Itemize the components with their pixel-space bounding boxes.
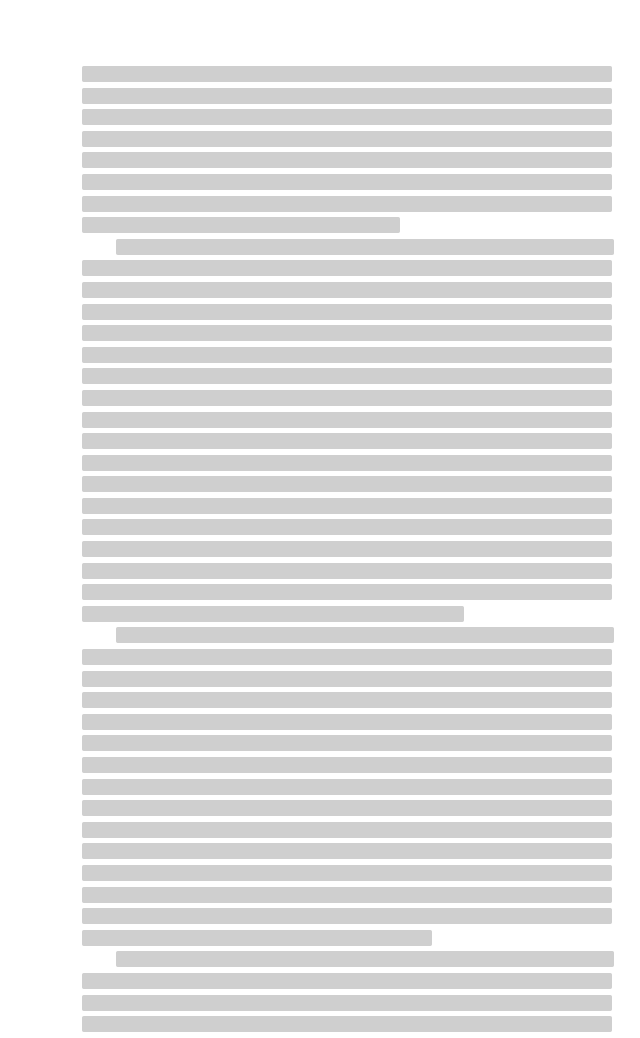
text-line-placeholder — [82, 260, 612, 276]
text-line-placeholder — [82, 671, 612, 687]
text-line-placeholder — [82, 692, 612, 708]
text-line-placeholder — [82, 174, 612, 190]
text-line-placeholder — [82, 368, 612, 384]
text-line-placeholder — [82, 930, 432, 946]
text-line-placeholder — [82, 779, 612, 795]
text-line-placeholder — [82, 800, 612, 816]
text-line-placeholder — [82, 455, 612, 471]
text-line-placeholder — [82, 131, 612, 147]
text-line-placeholder — [82, 325, 612, 341]
text-line-placeholder — [82, 217, 400, 233]
text-line-placeholder — [82, 843, 612, 859]
text-line-placeholder — [82, 88, 612, 104]
body-text-block — [82, 66, 612, 1038]
text-line-placeholder — [82, 584, 612, 600]
text-line-placeholder — [82, 412, 612, 428]
text-line-placeholder — [82, 541, 612, 557]
text-line-placeholder — [82, 757, 612, 773]
text-line-placeholder — [82, 887, 612, 903]
text-line-placeholder — [82, 606, 464, 622]
text-line-placeholder — [82, 152, 612, 168]
text-line-placeholder — [82, 196, 612, 212]
text-line-placeholder — [82, 109, 612, 125]
text-line-placeholder — [82, 995, 612, 1011]
text-line-placeholder — [82, 282, 612, 298]
text-line-placeholder — [82, 714, 612, 730]
text-line-placeholder — [82, 822, 612, 838]
text-line-placeholder — [82, 347, 612, 363]
text-line-placeholder — [82, 476, 612, 492]
text-line-placeholder — [82, 390, 612, 406]
text-line-placeholder — [82, 865, 612, 881]
text-line-placeholder — [82, 735, 612, 751]
text-line-placeholder — [82, 519, 612, 535]
text-line-placeholder — [82, 66, 612, 82]
text-line-placeholder — [82, 563, 612, 579]
text-line-placeholder — [82, 973, 612, 989]
text-line-placeholder — [116, 951, 614, 967]
text-line-placeholder — [116, 627, 614, 643]
text-line-placeholder — [82, 304, 612, 320]
text-line-placeholder — [82, 908, 612, 924]
text-line-placeholder — [116, 239, 614, 255]
text-line-placeholder — [82, 649, 612, 665]
text-line-placeholder — [82, 498, 612, 514]
text-line-placeholder — [82, 1016, 612, 1032]
text-line-placeholder — [82, 433, 612, 449]
